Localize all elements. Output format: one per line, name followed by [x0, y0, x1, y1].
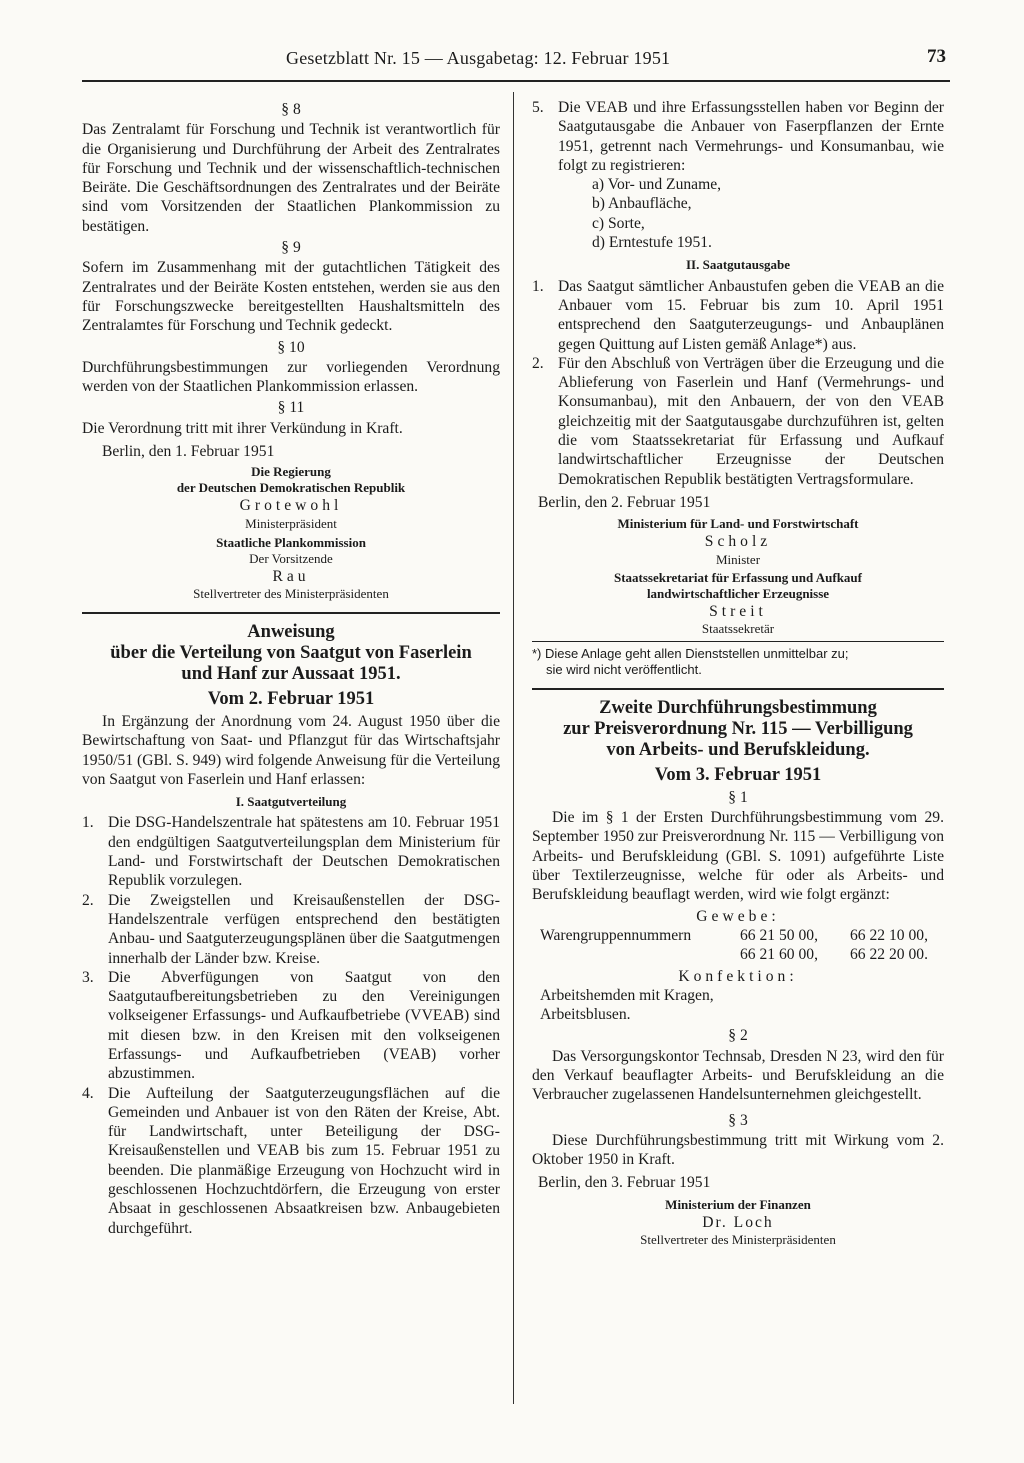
list-item [532, 354, 944, 489]
list-text: Die Zweigstellen und Kreisaußenstellen der DSG-Handelszentrale verfügen entsprechend den bestätigten Anbau- und Saatguterzeugungsplänen über die Saatgutmengen innerhalb der Länder bzw. Kreise. [108, 891, 500, 967]
signatory-name: Grotewohl [239, 497, 343, 515]
section-heading: § 10 [277, 338, 305, 356]
document-title: von Arbeits- und Berufskleidung. [606, 739, 870, 760]
left-column [82, 98, 500, 1238]
footnote: sie wird nicht veröffentlicht. [546, 661, 702, 677]
signatory-name: Dr. Loch [702, 1213, 774, 1231]
category-label: Konfektion: [678, 967, 798, 985]
paragraph: Das Zentralamt für Forschung und Technik ist verantwortlich für die Organisierung und Durchführung der Arbeit des Zentralrates für Forschung und Technik und der wissenschaftlich-technischen Beiräte. Die Geschäftsordnungen des Zentralrates und der Beiräte sind vom Vorsitzenden der Staatlichen Plankommission zu bestätigen. [82, 121, 500, 235]
document-title: Zweite Durchführungsbestimmung [599, 697, 877, 718]
right-column [532, 98, 944, 1248]
list-text: Die Abverfügungen von Saatgut von den Saatgutaufbereitungsbetrieben zu den Vereinigungen volkseigener Erfassungs- und Aufkaufbetriebe (VVEAB) sind mit diesen bzw. in den Kreisen mit den volkseigenen Erfassungs- und Aufkaufbetrieben (VEAB) vorher abzustimmen. [108, 968, 500, 1083]
goods-group-label: Warengruppennummern [540, 926, 692, 944]
section-heading: § 3 [728, 1111, 748, 1129]
signature-org: landwirtschaftlicher Erzeugnisse [646, 585, 830, 601]
list-text: Die VEAB und ihre Erfassungsstellen haben vor Beginn der Saatgutausgabe die Anbauer von Faserpflanzen der Ernte 1951, getrennt nach Vermehrungs- und Konsumanbau, wie folgt zu registrieren: [558, 99, 944, 174]
place-date: Berlin, den 3. Februar 1951 [538, 1174, 711, 1192]
garment-item: Arbeitshemden mit Kragen, [540, 986, 714, 1004]
signature-org: Die Regierung [251, 464, 331, 480]
sublist-item: c) Sorte, [592, 214, 645, 232]
goods-group-number: 66 22 20 00. [850, 946, 928, 964]
section-heading: § 2 [728, 1027, 748, 1045]
signatory-role: Minister [715, 551, 761, 567]
list-number: 2. [82, 891, 94, 909]
column-divider [513, 92, 514, 1404]
list-number: 4. [82, 1084, 94, 1102]
running-title: Gesetzblatt Nr. 15 — Ausgabetag: 12. Februar 1951 [286, 48, 671, 68]
list-number: 5. [532, 99, 544, 116]
section-heading: § 11 [277, 399, 305, 417]
list-item [532, 277, 944, 354]
page-header [82, 40, 950, 82]
list-number: 2. [532, 354, 544, 372]
signatory-name: Rau [272, 567, 310, 585]
subsection-heading: II. Saatgutausgabe [685, 257, 791, 273]
signature-org: Ministerium der Finanzen [665, 1196, 811, 1212]
goods-group-number: 66 21 60 00, [740, 946, 818, 964]
goods-group-table [540, 926, 944, 965]
list-item [82, 891, 500, 968]
document-date: Vom 3. Februar 1951 [654, 764, 822, 785]
footnote: *) Diese Anlage geht allen Dienststellen unmittelbar zu; [532, 645, 849, 661]
list-number: 3. [82, 968, 94, 986]
sublist-item: d) Erntestufe 1951. [592, 234, 712, 252]
section-heading: § 1 [728, 788, 748, 806]
document-title: zur Preisverordnung Nr. 115 — Verbilligung [563, 718, 913, 739]
category-label: Gewebe: [696, 907, 780, 925]
paragraph: Durchführungsbestimmungen zur vorliegenden Verordnung werden von der Staatlichen Plankommission erlassen. [82, 358, 500, 396]
paragraph: Diese Durchführungsbestimmung tritt mit Wirkung vom 2. Oktober 1950 in Kraft. [532, 1131, 944, 1169]
registration-sublist [592, 175, 944, 252]
signature-org: der Deutschen Demokratischen Republik [176, 480, 406, 496]
list-item [532, 98, 944, 175]
signatory-role: Der Vorsitzende [249, 550, 333, 566]
paragraph: Die im § 1 der Ersten Durchführungsbestimmung vom 29. September 1950 zur Preisverordnung Nr. 115 — Verbilligung von Arbeits- und Berufskleidung (GBl. S. 1091) aufgeführte Liste über Textilerzeugnisse, welche für oder als Arbeits- und Berufskleidung beauflagt werden, wird wie folgt ergänzt: [532, 809, 944, 904]
list-text: Die DSG-Handelszentrale hat spätestens am 10. Februar 1951 den endgültigen Saatgutverteilungsplan dem Ministerium für Land- und Forstwirtschaft der Deutschen Demokratischen Republik vorzulegen. [108, 814, 500, 890]
document-title: über die Verteilung von Saatgut von Faserlein [110, 642, 472, 663]
signatory-name: Streit [709, 602, 767, 620]
subsection-heading: I. Saatgutverteilung [235, 794, 347, 810]
document-title: und Hanf zur Aussaat 1951. [181, 663, 401, 684]
list-text: Das Saatgut sämtlicher Anbaustufen geben die VEAB an die Anbauer vom 15. Februar bis zum 10. April 1951 entsprechend den Saatguterzeugungs- und Anbauplänen gegen Quittung auf Listen gemäß Anlage*) aus. [558, 277, 944, 353]
goods-group-number: 66 21 50 00, [740, 926, 818, 944]
place-date: Berlin, den 2. Februar 1951 [538, 493, 711, 511]
document-date: Vom 2. Februar 1951 [207, 688, 375, 709]
signatory-role: Staatssekretär [701, 620, 775, 636]
section-heading: § 8 [281, 101, 301, 118]
section-heading: § 9 [281, 239, 301, 257]
paragraph: Das Versorgungskontor Technsab, Dresden N 23, wird den für den Verkauf beauflagter Arbeits- und Berufskleidung an die Verbraucher zugelassenen Handelsunternehmen gleichgestellt. [532, 1047, 944, 1104]
footnote-rule [532, 641, 944, 642]
signature-org: Staatliche Plankommission [216, 534, 366, 550]
paragraph: In Ergänzung der Anordnung vom 24. August 1950 über die Bewirtschaftung von Saat- und Pflanzgut für das Wirtschaftsjahr 1950/51 (GBl. S. 949) wird folgende Anweisung für die Verteilung von Saatgut von Faserlein und Hanf erlassen: [82, 712, 500, 788]
signatory-role: Stellvertreter des Ministerpräsidenten [640, 1232, 836, 1248]
signature-org: Ministerium für Land- und Forstwirtschaft [617, 516, 859, 532]
garment-item: Arbeitsblusen. [540, 1006, 631, 1024]
signatory-role: Stellvertreter des Ministerpräsidenten [193, 585, 389, 601]
signature-org: Staatssekretariat für Erfassung und Aufkauf [613, 569, 862, 585]
place-date: Berlin, den 1. Februar 1951 [102, 443, 275, 461]
signatory-name: Scholz [704, 533, 772, 551]
list-item [82, 968, 500, 1084]
document-title: Anweisung [247, 621, 335, 642]
page-number: 73 [927, 46, 946, 67]
paragraph: Die Verordnung tritt mit ihrer Verkündung in Kraft. [82, 419, 403, 437]
list-item [82, 813, 500, 890]
list-text: Für den Abschluß von Verträgen über die Erzeugung und die Ablieferung von Faserlein und Hanf (Vermehrungs- und Konsumanbau), mit den Anbauern, der von den VEAB gleichzeitig mit der Saatgutausgabe durchzuführen ist, gelten die vom Staatssekretariat für Erfassung und Aufkauf landwirtschaftlicher Erzeugnisse der Deutschen Demokratischen Republik bestätigten Vertragsformulare. [558, 354, 944, 488]
list-number: 1. [82, 814, 94, 832]
section-rule [532, 688, 944, 690]
paragraph: Sofern im Zusammenhang mit der gutachtlichen Tätigkeit des Zentralrates und der Beiräte Kosten entstehen, werden sie aus den für Forschungszwecke bereitgestellten Haushaltsmitteln des Zentralamtes für Forschung und Technik gedeckt. [82, 259, 500, 335]
signatory-role: Ministerpräsident [245, 515, 337, 531]
section-rule [82, 612, 500, 614]
sublist-item: a) Vor- und Zuname, [592, 176, 722, 194]
sublist-item: b) Anbaufläche, [592, 195, 692, 213]
list-text: Die Aufteilung der Saatguterzeugungsflächen auf die Gemeinden und Anbauer ist von den Räten der Kreise, Abt. für Landwirtschaft, unter Beteiligung der DSG-Kreisaußenstellen und VEAB bis zum 15. Februar 1951 zu beenden. Die planmäßige Erzeugung von Hochzucht wird in geschlossenen Hochzuchtdörfern, die Erzeugung von erster Absaat in geschlossenen Absaatkreisen bzw. Anbaugebieten durchgeführt. [108, 1084, 500, 1237]
list-item [82, 1084, 500, 1238]
list-number: 1. [532, 277, 544, 295]
goods-group-number: 66 22 10 00, [850, 926, 928, 944]
